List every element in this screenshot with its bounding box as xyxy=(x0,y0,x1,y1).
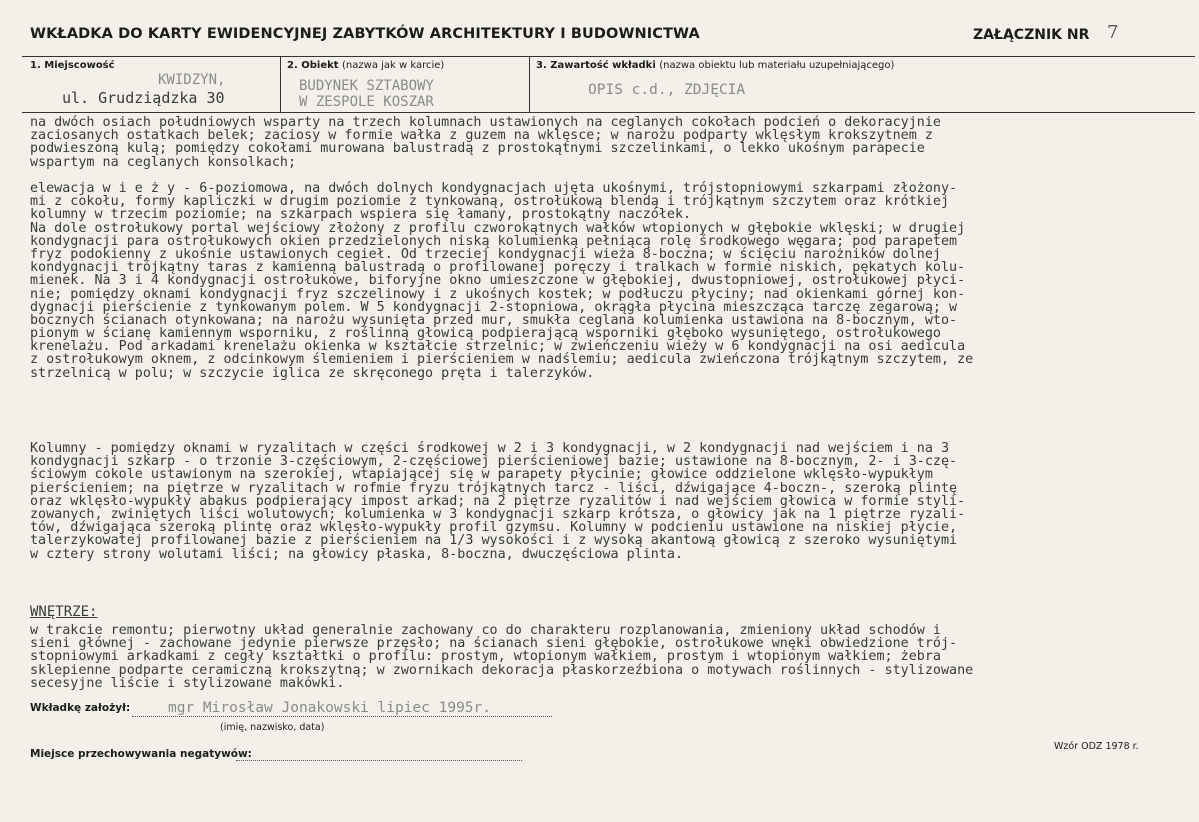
description-line: nie; pomiędzy oknami kondygnacji fryz szczelinowy i z ukośnych kostek; w podłuczu płyciny; nad okienkami górnej kon- xyxy=(30,286,966,302)
description-line: fryz podokienny z ukośnie ustawionych cegieł. Od trzeciej kondygnacji wieża 8-boczna; w ścięciu narożników dolnej xyxy=(30,246,941,262)
description-line: strzelnicą w polu; w szczycie iglica ze skręconego pręta i talerzyków. xyxy=(30,365,595,381)
description-line: kondygnacji szkarp - o trzonie 3-częściowym, 2-częściowej pierścieniowej bazie; ustawione na 8-bocznym, 2- i 3-czę- xyxy=(30,454,958,470)
description-line: stopniowymi arkadkami z cegły kształtki o profilu: prostym, wtopionym wałkiem, prostym i wtopionym wałkiem; żebra xyxy=(30,649,941,665)
description-line: secesyjne liście i stylizowane makówki. xyxy=(30,675,345,691)
description-line: mienek. Na 3 i 4 kondygnacji ostrołukowe, biforyjne okno umieszczone w głębokiej, dwustopniowej, ostrołukowej płyci- xyxy=(30,273,966,289)
locality-line1: KWIDZYN, xyxy=(158,72,226,88)
description-paragraph-4 xyxy=(30,624,973,690)
negatives-storage-label: Miejsce przechowywania negatywów: xyxy=(30,748,252,760)
description-line: Na dole ostrołukowy portal wejściowy złożony z profilu czworokątnych wałków wtopionych w głębokie wklęski; w drugiej xyxy=(30,220,966,236)
description-line: oraz wklęsło-wypukły abakus podpierający impost arkad; na 2 piętrze ryzalitów i nad wejściem głowica w formie styli- xyxy=(30,493,966,509)
locality-line2: ul. Grudziądzka 30 xyxy=(62,89,225,107)
interior-heading: WNĘTRZE: xyxy=(30,604,98,620)
object-label xyxy=(287,60,444,71)
object-line2: W ZESPOLE KOSZAR xyxy=(299,94,434,110)
description-line: na dwóch osiach południowych wsparty na trzech kolumnach ustawionych na ceglanych cokołach podcień o dekoracyjnie xyxy=(30,115,941,130)
content-value: OPIS c.d., ZDJĘCIA xyxy=(588,82,746,98)
locality-label: 1. Miejscowość xyxy=(30,60,115,71)
description-line: kolumny w trzecim poziomie; na szkarpach wspiera się łamany, prostokątny naczółek. xyxy=(30,207,692,223)
description-line: mi z cokołu, formy kapliczki w drugim poziomie z tynkowaną, ostrołukową blendą i trójkątnym szczytem oraz krótkiej xyxy=(30,194,950,210)
description-line: pierścieniem; na piętrze w ryzalitach w rofmie fryzu trójkątnych tarcz - liści, dźwigające 4-boczn-, szeroką plintę xyxy=(30,480,958,496)
prepared-by-line xyxy=(132,716,552,717)
content-label-sub: (nazwa obiektu lub materiału uzupełniającego) xyxy=(659,60,895,71)
field-divider-1 xyxy=(280,56,281,112)
description-paragraph-1 xyxy=(30,116,941,169)
form-code: Wzór ODZ 1978 r. xyxy=(1054,741,1139,752)
description-line: podwieszoną kulą; pomiędzy cokołami murowana balustradą z prostokątnymi szczelinkami, o lekko ukośnym parapecie xyxy=(30,141,925,157)
description-line: pionym w ścianę kamiennym wsporniku, z roślinną głowicą podpierającą wsporniki głęboko wysuniętego, ostrołukowego xyxy=(30,326,941,342)
header-rule-bottom xyxy=(22,112,1195,113)
description-line: zaciosanych ostatkach belek; zaciosy w formie wałka z guzem na wklęsce; w narożu podparty wklęsłym krokszytnem z xyxy=(30,128,933,144)
annex-label: ZAŁĄCZNIK NR xyxy=(973,27,1090,43)
description-line: talerzykowatej profilowanej bazie z pierścieniem na 1/3 wysokości i z wysoką akantową głowicą z szeroko wysuniętymi xyxy=(30,533,958,549)
prepared-by-value: mgr Mirosław Jonakowski lipiec 1995r. xyxy=(168,700,492,716)
description-line: ściowym cokole ustawionym na szerokiej, wtapiającej się w parapety płycinie; głowice oddzielone wklęsło-wypukłym xyxy=(30,467,933,483)
field-divider-2 xyxy=(529,56,530,112)
description-line: kondygnacji trójkątny taras z kamienną balustradą o profilowanej poręczy i tralkach w formie niskich, pękatych kolu- xyxy=(30,260,966,276)
description-line: zowanych, zwiniętych liści wolutowych; kolumienka w 3 kondygnacji szkarp krótsza, o głowicy jak na 1 piętrze ryzali- xyxy=(30,506,966,522)
description-line: z ostrołukowym oknem, z odcinkowym ślemieniem i pierścieniem w nadślemiu; aedicula zwieńczona trójkątnym szczytem, ze xyxy=(30,352,974,368)
object-label-main: 2. Obiekt xyxy=(287,60,339,71)
prepared-by-label: Wkładkę założył: xyxy=(30,702,131,714)
form-title: WKŁADKA DO KARTY EWIDENCYJNEJ ZABYTKÓW ARCHITEKTURY I BUDOWNICTWA xyxy=(30,26,700,42)
description-line: w trakcie remontu; pierwotny układ generalnie zachowany co do charakteru rozplanowania, zmieniony układ schodów i xyxy=(30,623,941,638)
description-line: Kolumny - pomiędzy oknami w ryzalitach w części środkowej w 2 i 3 kondygnacji, w 2 kondygnacji nad wejściem i na 3 xyxy=(30,441,950,456)
description-line: w cztery strony wolutami liści; na głowicy płaska, 8-boczna, dwuczęściowa plinta. xyxy=(30,546,684,562)
description-line: dygnacji pierścienie z tynkowanym polem. W 5 kondygnacji 2-stopniowa, okrągła płycina mieszcząca tarczę zegarową; w xyxy=(30,299,958,315)
description-line: krenelażu. Pod arkadami krenelażu okienka w kształcie strzelnic; w zwieńczeniu wieży w 6 kondygnacji na osi aedicula xyxy=(30,339,966,355)
description-line: elewacja w i e ż y - 6-poziomowa, na dwóch dolnych kondygnacjach ujęta ukośnymi, trójstopniowymi szkarpami złożony- xyxy=(30,181,958,196)
description-line: wspartym na ceglanych konsolkach; xyxy=(30,154,297,170)
description-line: bocznych ścianach otynkowana; na narożu wysunięta przed mur, smukła ceglana kolumienka ustawiona na 8-bocznym, wto- xyxy=(30,312,958,328)
content-label xyxy=(536,60,894,71)
header-rule-top xyxy=(22,56,1195,57)
description-paragraph-2 xyxy=(30,182,973,380)
description-line: kondygnacji para ostrołukowych okien przedzielonych niską kolumienką pełniącą rolę środkowego węgara; pod parapetem xyxy=(30,233,958,249)
description-line: tów, dźwigająca szeroką plintę oraz wklęsło-wypukły profil gzymsu. Kolumny w podcieniu ustawione na niskiej płycie, xyxy=(30,520,958,536)
negatives-storage-line xyxy=(236,760,522,761)
object-label-sub: (nazwa jak w karcie) xyxy=(342,60,445,71)
description-line: sieni głównej - zachowane jedynie pierwsze przęsło; na ścianach sieni głębokie, ostrołukowe wnęki obwiedzione trój- xyxy=(30,636,958,652)
content-label-main: 3. Zawartość wkładki xyxy=(536,60,656,71)
prepared-by-sub: (imię, nazwisko, data) xyxy=(220,722,325,733)
description-line: sklepienne podparte ceramiczną krokszytną; w zwornikach dekoracja płaskorzeźbiona o motywach roślinnych - stylizowane xyxy=(30,662,974,678)
description-paragraph-3 xyxy=(30,442,965,561)
annex-number: 7 xyxy=(1107,22,1119,43)
object-line1: BUDYNEK SZTABOWY xyxy=(299,78,434,94)
